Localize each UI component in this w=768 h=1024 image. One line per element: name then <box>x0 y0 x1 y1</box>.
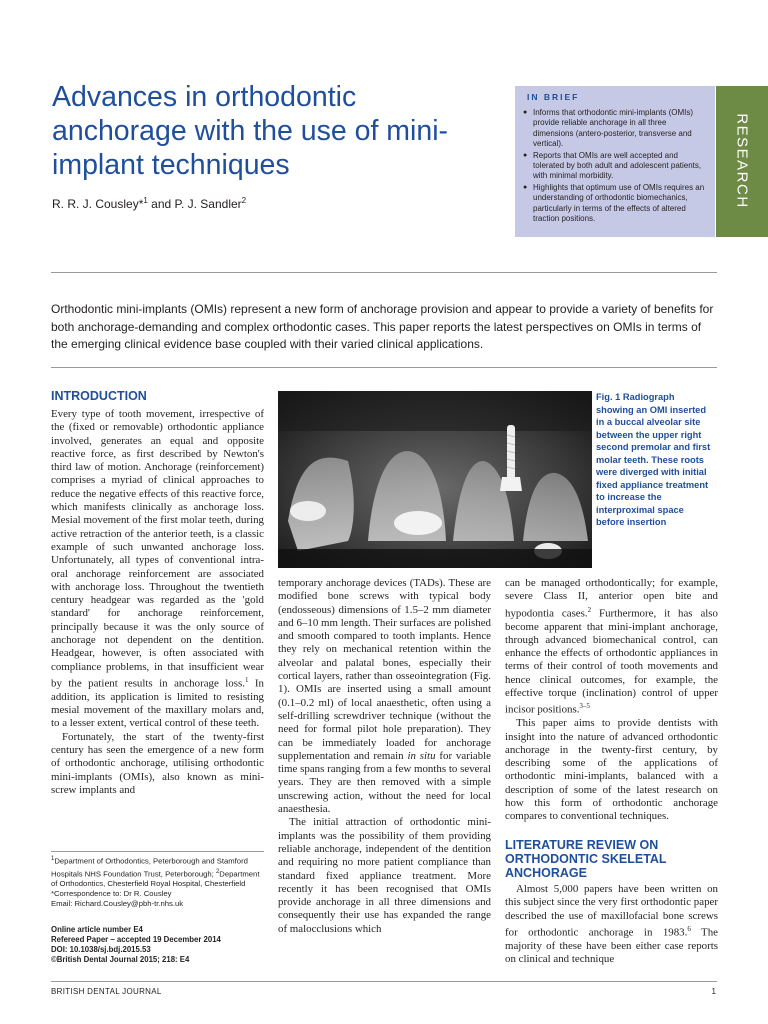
in-brief-list <box>521 108 709 224</box>
citation-ref: 3–5 <box>579 702 590 711</box>
author-2-affil-ref: 2 <box>241 196 247 205</box>
introduction-heading: INTRODUCTION <box>51 389 147 403</box>
body-column-2 <box>278 577 491 936</box>
journal-name: BRITISH DENTAL JOURNAL <box>51 987 162 996</box>
body-paragraph: The initial attraction of orthodontic mini-implants was the possibility of them providing reliable anchorage, independent of the dentition and requiring no more patient compliance than standard fixed appliance treatment. More recently it has been recognised that OMIs provide anchorage in all three dimensions and consequently their use has expanded the range of malocclusions which <box>278 816 491 935</box>
in-brief-item: ● Reports that OMIs are well accepted and tolerated by both adult and adolescent patients, with minimal morbidity. <box>521 151 709 182</box>
abstract: Orthodontic mini-implants (OMIs) represent a new form of anchorage provision and appear to provide a variety of benefits for both anchorage-demanding and complex orthodontic cases. This paper reports the latest perspectives on OMIs in terms of the emerging clinical evidence base coupled with their varied clinical applications. <box>51 302 714 351</box>
in-brief-title: IN BRIEF <box>527 92 580 102</box>
footer-rule <box>51 981 717 982</box>
literature-review-heading: LITERATURE REVIEW ON ORTHODONTIC SKELETAL ANCHORAGE <box>505 838 667 880</box>
radiograph-figure <box>278 391 592 568</box>
figure-caption-text: Radiograph showing an OMI inserted in a buccal alveolar site between the upper right second premolar and first molar teeth. These roots were diverged with initial fixed appliance treatment to increase the interproximal space before insertion <box>596 392 711 527</box>
author-line <box>52 196 246 211</box>
citation-ref: 2 <box>587 605 592 614</box>
abstract-top-rule <box>51 272 717 273</box>
citation-ref: 6 <box>687 924 691 933</box>
in-brief-item: ● Informs that orthodontic mini-implants (OMIs) provide reliable anchorage in all three dimensions (antero-posterior, transverse and vertical). <box>521 108 709 150</box>
radiograph-image <box>278 391 592 568</box>
abstract-bottom-rule <box>51 367 717 368</box>
correspondence: *Correspondence to: Dr R. Cousley <box>51 889 172 899</box>
email: Email: Richard.Cousley@pbh-tr.nhs.uk <box>51 899 184 909</box>
body-column-1 <box>51 408 264 797</box>
section-tab-label: RESEARCH <box>733 113 751 209</box>
author-2: and P. J. Sandler <box>147 197 242 211</box>
article-info <box>51 925 264 965</box>
body-paragraph: Fortunately, the start of the twenty-first century has seen the emergence of a new form of orthodontic anchorage, utilising orthodontic mini-implants (OMIs), also known as mini-screw implants and <box>51 730 264 796</box>
body-paragraph: This paper aims to provide dentists with insight into the nature of advanced orthodontic anchorage in the twenty-first century, by describing some of the applications of orthodontic mini-implants, balanced with a description of some of the latest research on how this form of orthodontic anchorage compares to conventional techniques. <box>505 717 718 823</box>
in-brief-box <box>515 86 715 237</box>
article-title: Advances in orthodontic anchorage with the use of mini-implant techniques <box>52 81 449 181</box>
figure-caption <box>596 391 714 529</box>
refereed-note: Refereed Paper – accepted 19 December 2014 <box>51 935 221 944</box>
page-number: 1 <box>711 987 716 996</box>
body-column-3 <box>505 577 718 824</box>
body-paragraph: Almost 5,000 papers have been written on this subject since the very first orthodontic paper described the use of maxillofacial bone screws for orthodontic anchorage in 1983.$^6$ The majority of these have been either case reports on clinical and technique <box>505 883 718 966</box>
body-paragraph: can be managed orthodontically; for example, severe Class II, anterior open bite and hypodontia cases.$^2$ Furthermore, it has also become apparent that mini-implant anchorage, through advanced biomechanical control, can enhance the effects of orthodontic appliances in terms of their control of tooth movements and hence clinical outcomes, for example, the effective torque (inclination) control of upper incisor positions.$^{3-5}$ <box>505 577 718 716</box>
section-tab <box>716 86 768 237</box>
footnotes <box>51 854 264 909</box>
author-1-affil-ref: 1 <box>143 196 148 205</box>
affiliations: $^1$Department of Orthodontics, Peterborough and Stamford Hospitals NHS Foundation Trust, Peterborough; $^2$Department of Orthodontics, Chesterfield Royal Hospital, Chesterfield <box>51 856 260 889</box>
footnote-rule <box>51 851 264 852</box>
doi: DOI: 10.1038/sj.bdj.2015.53 <box>51 945 151 954</box>
body-paragraph: temporary anchorage devices (TADs). These are modified bone screws with typical body (endosseous) dimensions of 1.5–2 mm diameter and 6–10 mm length. Their surfaces are polished and smooth compared to tooth implants. Hence they rely on mechanical retention within the alveolar and palatal bones, especially their cortical layers, rather than osseointegration (Fig. 1). OMIs are inserted using a small amount (0.1–0.2 ml) of local anaesthetic, often using a self-drilling screwdriver technique (without the need for formal pilot hole preparation). They can be immediately loaded for anchorage supplementation and remain in situ for variable time spans ranging from a few months to several years. They are then removed with a simple unscrewing action, without the need for local anaesthesia. <box>278 577 492 816</box>
online-article-number: Online article number E4 <box>51 925 143 934</box>
copyright: ©British Dental Journal 2015; 218: E4 <box>51 955 190 964</box>
figure-label: Fig. 1 <box>596 392 621 402</box>
body-column-3-continued <box>505 883 718 966</box>
body-paragraph: Every type of tooth movement, irrespective of the (fixed or removable) orthodontic appliance involved, generates an equal and opposite reactive force, as first described by Newton's third law of motion. Anchorage (reinforcement) comprises a myriad of clinical approaches to reduce the negative effects of this reactive force, which manifests clinically as anchorage loss. Mesial movement of the first molar teeth, during active retraction of the anterior teeth, is a classic example of such unwanted anchorage loss. Unfortunately, all types of conventional intra-oral anchorage reinforcement are associated with anchorage loss. Throughout the twentieth century headgear was regarded as the 'gold standard' for anchorage reinforcement, principally because it was the only source of anchorage not dependent on the dentition. Headgear, however, is often associated with compliance problems, in that insufficient wear by the patient results in anchorage loss.$^1$ In addition, its application is limited to resisting mesial movement of the maxillary molars and, to a lesser extent, vertical control of these teeth. <box>51 408 264 730</box>
in-brief-item: ● Highlights that optimum use of OMIs requires an understanding of orthodontic biomechanics, particularly in terms of the effects of altered traction positions. <box>521 183 709 225</box>
citation-ref: 1 <box>244 675 249 684</box>
author-1: R. R. J. Cousley* <box>52 197 144 211</box>
